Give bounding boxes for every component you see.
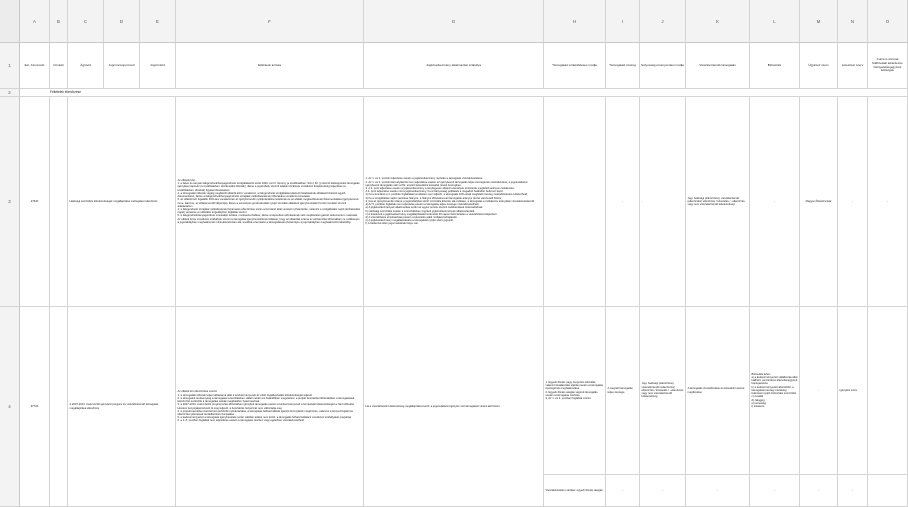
column-header-f[interactable]: F	[176, 0, 364, 43]
row3-method[interactable]	[544, 97, 606, 307]
row4-severity-sub[interactable]: -	[640, 475, 686, 507]
row3-title[interactable]: Hatósági szerződés kötelezettségek megállapítása mérlegelési ellenőrzés	[68, 97, 176, 307]
row4-ext-id[interactable]: 97720	[20, 307, 50, 507]
header-method[interactable]: Támogatási érdeklődéses módja	[544, 43, 606, 89]
header-ext-id[interactable]: Ext. Azonosító	[20, 43, 50, 89]
row-header-3[interactable]: 3	[0, 97, 20, 307]
column-header-h[interactable]: H	[544, 0, 606, 43]
row3-ext-id[interactable]: 27640	[20, 97, 50, 307]
row3-extra[interactable]: -	[868, 97, 908, 307]
row3-severity[interactable]: -	[640, 97, 686, 307]
header-code[interactable]: Jogcímkód	[140, 43, 176, 89]
header-consequences[interactable]: Jogkövetkezmény alkalmazási szabálya	[364, 43, 544, 89]
row4-rules[interactable]: Az ellátott kör ellenőrzése szerint 1. a támogatási időszak teljes időtartama alatt a kedvezményezett az előírt foglalkoztatási kötelezettségét teljesíti 2. a támogatott tevékenység a támogatási szerződésben vállalt módon és határidőben megvalósul, a projekt fenntartási időszakában a támogatással létrehozott eszközök a támogatási célnak megfelelően hasznosulnak 3. a 2007-2013. évek közötti programozási időszakban igénybett támogatás esetén a kedvezményezett a fenntartási kötelezettségét a záró kifizetési kérelem benyújtását követő öt évig teljesíti, a beruházás helyszínét nem változtatja meg 4. a projekt keretében beszerzett eszközök nyilvántartása, a támogatás felhasználását igazoló bizonylatok megőrzése, valamint a könyvvizsgálói és ellenőrzési jelentések rendelkezésre bocsátása 5. a kedvezményezett a támogatás igénybevétele során valótlan adatot nem közöl, a támogatás felhasználására vonatkozó szabályokat megtartja 6. a 1–5. pontban foglaltak nem teljesülése esetén a támogatás részben vagy egészben visszakövetelhető.	[176, 307, 364, 507]
row4-handler[interactable]: -	[800, 307, 838, 475]
select-all-corner[interactable]	[0, 0, 20, 43]
column-header-o[interactable]: O	[868, 0, 908, 43]
header-establisher[interactable]: Létesítési szerv	[838, 43, 868, 89]
column-header-k[interactable]: K	[686, 0, 750, 43]
column-header-d[interactable]: D	[104, 0, 140, 43]
row3-labels[interactable]	[50, 97, 68, 307]
column-header-a[interactable]: A	[20, 0, 50, 43]
row3-rules[interactable]: Az ellátotti kört 1. a falusi és tanyasi falugondnoki/tanyagondnoki szolgáltatásról szóló 1993. évi III. törvény (a továbbiakban: Sztv.) 60. § szerinti költségvetési támogatás igénylése kapcsán (a továbbiakban: elszámolási időszak), illetve a jogszabály szerinti adatok közlésére vonatkozó kötelezettség teljesítése (a továbbiakban: időszak) figyelembevételével 2. a támogatási időszak végéig megfelelő ellátotti körre vonatkozó, a falugondnoki szolgáltatás kötelező feladatainak ellátását biztosító egyéb dokumentáció, illetve a falugondnoki/tanyagondnoki szolgálat működtetésének időszakára vonatkozó kimutatás 3. az ellátotti kör legalább 30%-ára vonatkozóan az igénybevevők nyilvántartásba vételének és az ellátás megkezdésének dokumentálása (igénybevevő neve, lakcíme, az ellátás kezdő időpontja), illetve a személyes gondoskodást nyújtó szociális ellátások igénybevételéről szóló rendelet szerinti adattartalom 4. a falugondnoki szolgálat működésének folyamatos ellenőrzése során a fenntartó által vezetett nyilvántartás, valamint a szolgáltatási napló (közlekedési napló) vezetése a működési engedélyben foglaltak szerint 5. a falugondnok/tanyagondnok munkaköri leírása, munkaszerződése, illetve a képesítési előírásoknak való megfelelést igazoló dokumentum másolata Az ellátott körre vonatkozó szabályok szerint a támogatás igénybevételének feltétele, hogy az ellátottak száma az elszámolási időszakban ne csökkenjen a jogszabályban meghatározott minimális létszám alá, továbbá a fenntartó a támogatással elszámoljon a jogszabályban meghatározott határidőig.	[176, 97, 364, 307]
row-header-1[interactable]: 1	[0, 43, 20, 89]
row4-consequences[interactable]: Ha a visszafizetési kötelezettség megállapításra kerül, a jogosulatlanul igénybe vett támogatást vissza kell fizetni.	[364, 307, 544, 507]
row4-extra-sub[interactable]	[868, 475, 908, 507]
header-guarantee[interactable]: Biztosíték	[750, 43, 800, 89]
row3-guarantee[interactable]: -	[750, 97, 800, 307]
column-header-i[interactable]: I	[606, 0, 640, 43]
header-severity[interactable]: Súlyosság érvényesítési módja	[640, 43, 686, 89]
row4-guarantee-sub[interactable]: -	[750, 475, 800, 507]
row4-refund-sub[interactable]: -	[686, 475, 750, 507]
header-labels[interactable]: Címkék	[50, 43, 68, 89]
column-header-g[interactable]: G	[364, 0, 544, 43]
row-header-4[interactable]: 4	[0, 307, 20, 507]
row4-method[interactable]: 1. Egyedi döntés vagy csoportos elbírálás, valamint kiválasztási eljárás esetén a támogatás összegének meghatározása 2. Egyedi döntés alapján végzett támogatás esetén a támogatás mértéke 3. Az 1. és 2. pontban foglaltak szerint	[544, 307, 606, 475]
row4-guarantee[interactable]: Biztosíték lehet: a) a kedvezményezett vállalkozás által kiállított, pénzintézet által ellenjegyzett bankgarancia b) a kedvezményezett által kötött, a támogatási összeg mértékéig fedezetet nyújtó biztosítási szerződés c) óvadék d) zálogjog e) kezesség f) inkasszó	[750, 307, 800, 475]
column-header-b[interactable]: B	[50, 0, 68, 43]
row-header-2[interactable]: 2	[0, 89, 20, 97]
header-handler[interactable]: Ügyintéz szerv	[800, 43, 838, 89]
section-label[interactable]: Feltételek ellenőrzése	[20, 89, 908, 97]
row4-labels[interactable]	[50, 307, 68, 507]
header-group-code[interactable]: Jogcímcsoport kód	[104, 43, 140, 89]
row4-method-sub[interactable]: Visszakövetelés mértéke: egyedi döntés alapján	[544, 475, 606, 507]
header-amount[interactable]: Támogatási összeg	[606, 43, 640, 89]
column-header-e[interactable]: E	[140, 0, 176, 43]
header-extra[interactable]: Kurrens útvonal földhivatali lekérdezés hiánya/ellenjegyzési költségek	[868, 43, 908, 89]
row3-handler[interactable]: Magyar Államkincstár	[800, 97, 838, 307]
row4-extra[interactable]	[868, 307, 908, 475]
header-refund[interactable]: Visszatérítendő támogatás	[686, 43, 750, 89]
header-rules[interactable]: Előírások leírása	[176, 43, 364, 89]
column-header-j[interactable]: J	[640, 0, 686, 43]
row4-establisher-sub[interactable]: -	[838, 475, 868, 507]
row4-title[interactable]: A 2007-2013. évek között igénybett program és visszafizetendő támogatás megállapítása ellenőrzés	[68, 307, 176, 507]
column-header-n[interactable]: N	[838, 0, 868, 43]
row3-refund[interactable]: Jogi, hatósági (ellenőrzési), visszatérítendő (ellenőrzési) ellenőrzés / követelés / –ellenőrzés vagy nem visszatérítendő kötelezettség	[686, 97, 750, 307]
row4-amount[interactable]: A megítélt támogatás teljes összege	[606, 307, 640, 475]
column-header-m[interactable]: M	[800, 0, 838, 43]
row4-handler-sub[interactable]: -	[800, 475, 838, 507]
column-header-c[interactable]: C	[68, 0, 104, 43]
row3-amount[interactable]: -	[606, 97, 640, 307]
row4-amount-sub[interactable]: -	[606, 475, 640, 507]
header-short-name[interactable]: Ágrövid	[68, 43, 104, 89]
column-header-l[interactable]: L	[750, 0, 800, 43]
row4-severity[interactable]: Jogi, hatósági (ellenőrzési), visszatérítendő (ellenőrzési) ellenőrzés / követelés / –ellenőrzés vagy nem visszatérítendő kötelezettség	[640, 307, 686, 475]
row4-refund[interactable]: A támogatás visszafizetése és késedelmi kamat megfizetése	[686, 307, 750, 475]
row4-establisher[interactable]: Igénylési szerv	[838, 307, 868, 475]
row3-establisher[interactable]: -	[838, 97, 868, 307]
row3-consequences[interactable]: 1. Az 1. és 2. pontok teljesítése esetén a jogkövetkezmény mértéke a támogatás visszakövetelése. 2. Az 1. és 2. pontok bármelyikének nem teljesülése esetén az igénybevett támogatás teljes összegének visszafizetése, a jogosulatlanul igénybevett támogatás után a Ptk. szerinti késedelmi kamattal növelt összegben. 3. A 3. pont teljesítése esetén a jogkövetkezmény a ténylegesen ellátott személyek számának megfelelő arányos csökkentés. A 4. pont teljesítése esetén nincs jogkövetkezmény, ha a hiányosság pótlására a megadott határidőn belül sor kerül. 2) ha a fenntartó a 4. pontban foglaltakat ismételten nem teljesíti, a támogatás 10%-ának megfelelő összeg visszafizetésére kötelezhető; 3) ha a szolgáltatási napló vezetése hiányos, a hiányos időszakra eső támogatás arányos részét vissza kell fizetni; 3.) Ha az igénybevevők száma a jogszabályban előírt minimális létszám alá csökken, a támogatás a csökkenés arányában visszakövetelendő. 4) Az 5. pontban foglaltak nem teljesítése esetén a támogatás teljes összege visszakövetelhető. a) A jogkövetkezmények alkalmazása során az egyes pontok szerinti csökkentések összeadódnak. b) Hatósági szerződés esetén a szerződésben rögzített jogkövetkezmények alkalmazandók. c) A kötelezett a jogkövetkezmény megállapításától számított 30 napon belül köteles a visszafizetést teljesíteni. d) A visszafizetés elmulasztása esetén a követelés adók módjára behajtandó. e) A jogkövetkezmény megállapítására a támogatást nyújtó szerv jogosult. f) A határozat ellen jogorvoslatnak helye van.	[364, 97, 544, 307]
